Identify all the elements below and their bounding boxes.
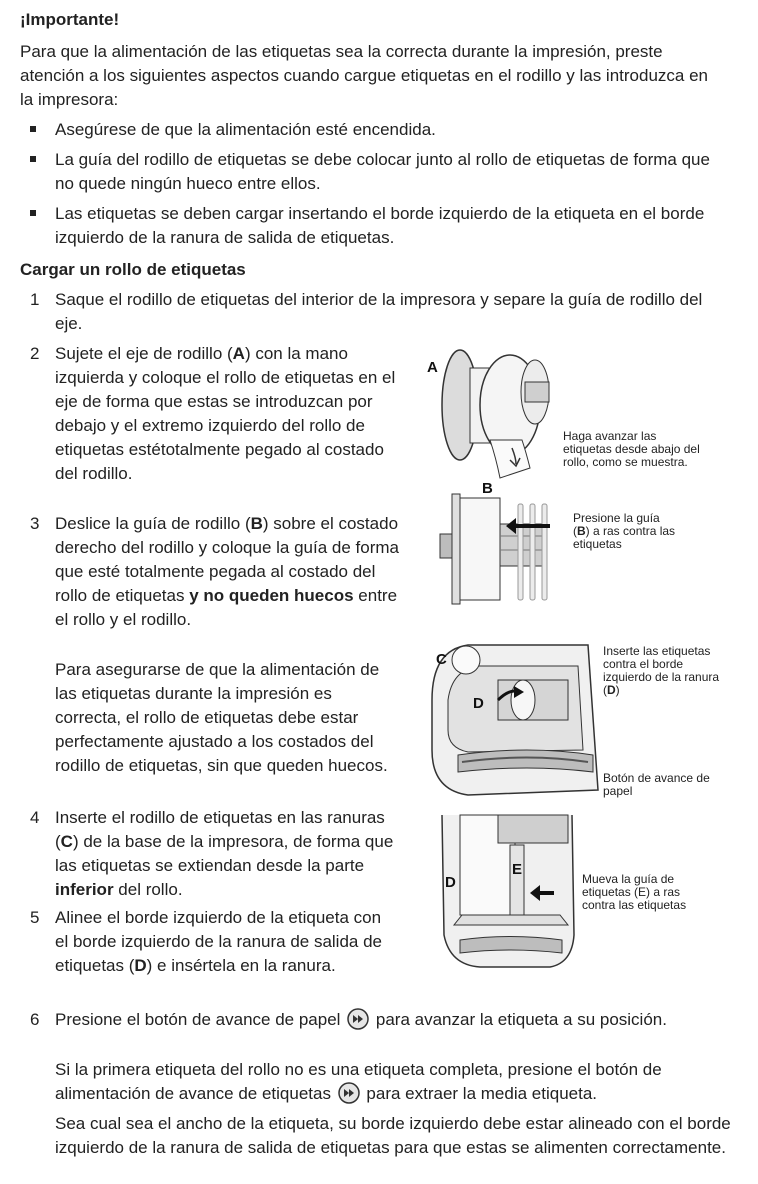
guide-e-illustration xyxy=(440,815,580,970)
important-bullet-2: La guía del rodillo de etiquetas se debe colocar junto al rollo de etiquetas de forma que no quede ningún hueco entre ellos. xyxy=(55,150,710,193)
callout-press-guide: Presione la guía (B) a ras contra las etiquetas xyxy=(573,511,676,551)
step-number: 4 xyxy=(30,808,40,827)
section-heading: Cargar un rollo de etiquetas xyxy=(20,260,246,279)
step-number: 3 xyxy=(30,514,40,533)
step-3-note: Para asegurarse de que la alimentación de las etiquetas durante la impresión es correcta, el rollo de etiquetas debe estar perfectamente ajustado a los costados del rodillo de etiquetas, sin que queden huecos. xyxy=(55,660,388,775)
step-6-note-1: Si la primera etiqueta del rollo no es una etiqueta completa, presione el botón de alimentación de avance de etiquetas para extraer la media etiqueta. xyxy=(55,1060,662,1103)
step-number: 1 xyxy=(30,290,40,309)
step-2-text: Sujete el eje de rodillo (A) con la mano izquierda y coloque el rollo de etiquetas en el eje de forma que estas se introduzcan por debajo y el extremo izquierdo del rollo de etiquetas estétotalmente pegado al costado del rodillo. xyxy=(55,344,396,483)
important-bullet-3: Las etiquetas se deben cargar insertando el borde izquierdo de la etiqueta en el borde izquierdo de la ranura de salida de etiquetas. xyxy=(55,204,705,247)
step-number: 2 xyxy=(30,344,40,363)
step-3-text: Deslice la guía de rodillo (B) sobre el costado derecho del rodillo y coloque la guía de forma que esté totalmente pegada al costado del rollo de etiquetas y no queden huecos entre el rollo y el rodillo. xyxy=(55,514,399,629)
label-a: A xyxy=(427,359,438,376)
printer-base-illustration xyxy=(428,640,603,800)
callout-feed-from-below: Haga avanzar las etiquetas desde abajo del rollo, como se muestra. xyxy=(563,429,700,469)
bullet-icon xyxy=(30,126,36,132)
step-6-note-2: Sea cual sea el ancho de la etiqueta, su borde izquierdo debe estar alineado con el borde izquierdo de la ranura de salida de etiquetas para que estas se alimenten correctamente. xyxy=(55,1114,731,1157)
step-4-text: Inserte el rodillo de etiquetas en las ranuras (C) de la base de la impresora, de forma que las etiquetas se extiendan desde la parte inferior del rollo. xyxy=(55,808,394,899)
step-5-text: Alinee el borde izquierdo de la etiqueta con el borde izquierdo de la ranura de salida de etiquetas (D) e insértela en la ranura. xyxy=(55,908,383,975)
callout-move-guide: Mueva la guía de etiquetas (E) a ras contra las etiquetas xyxy=(582,872,687,912)
spool-guide-illustration xyxy=(440,484,570,614)
label-e: E xyxy=(512,861,523,878)
bullet-icon xyxy=(30,210,36,216)
important-heading: ¡Importante! xyxy=(20,10,120,29)
callout-feed-button: Botón de avance de papel xyxy=(603,771,710,798)
feed-button-icon xyxy=(338,1082,360,1104)
callout-insert-labels: Inserte las etiquetas contra el borde izquierdo de la ranura (D) xyxy=(603,644,720,697)
label-b: B xyxy=(482,480,493,497)
label-roll-illustration xyxy=(430,340,570,490)
step-1-text: Saque el rodillo de etiquetas del interior de la impresora y separe la guía de rodillo del eje. xyxy=(55,290,703,333)
important-bullet-1: Asegúrese de que la alimentación esté encendida. xyxy=(55,120,436,139)
step-number: 6 xyxy=(30,1010,40,1029)
label-d: D xyxy=(473,695,484,712)
step-6-text: Presione el botón de avance de papel para avanzar la etiqueta a su posición. xyxy=(55,1010,667,1029)
label-d: D xyxy=(445,874,456,891)
feed-button-icon xyxy=(347,1008,369,1030)
step-number: 5 xyxy=(30,908,40,927)
bullet-icon xyxy=(30,156,36,162)
important-intro: Para que la alimentación de las etiquetas sea la correcta durante la impresión, preste atención a los siguientes aspectos cuando cargue etiquetas en el rodillo y las introduzca en la impresora: xyxy=(20,42,708,109)
label-c: C xyxy=(436,651,447,668)
